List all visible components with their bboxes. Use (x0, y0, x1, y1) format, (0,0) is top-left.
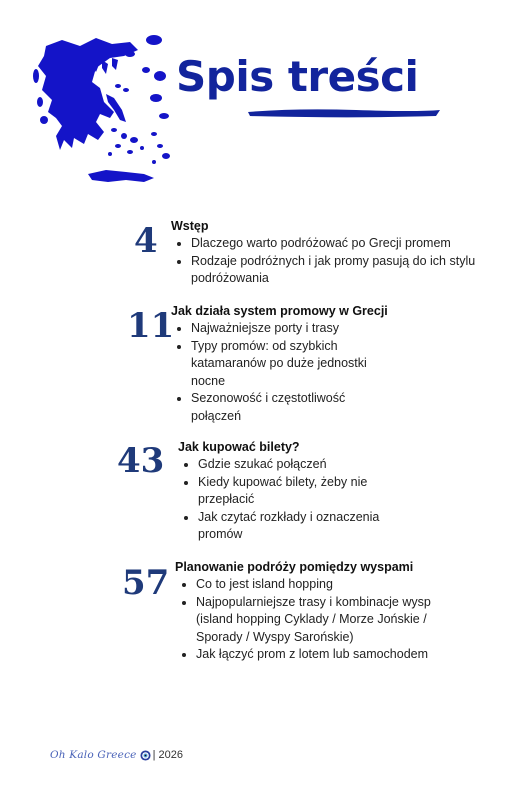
toc-section-title: Jak kupować bilety? (178, 440, 300, 454)
toc-item: Sezonowość i częstotliwość połączeń (175, 390, 380, 425)
page-title: Spis treści (176, 52, 419, 101)
greece-map-graphic (26, 28, 174, 188)
toc-item: Kiedy kupować bilety, żeby nie przepłacić (182, 474, 397, 509)
toc-item: Dlaczego warto podróżować po Grecji promem (175, 235, 495, 253)
footer-year: | 2026 (152, 749, 183, 761)
toc-page-number: 11 (127, 306, 175, 346)
toc-item: Co to jest island hopping (180, 576, 452, 594)
toc-item: Jak czytać rozkłady i oznaczenia promów (182, 509, 397, 544)
title-underline-brush (246, 106, 442, 120)
footer (50, 749, 183, 761)
toc-item: Najpopularniejsze trasy i kombinacje wysp (island hopping Cyklady / Morze Jońskie / Sporady / Wyspy Sarońskie) (180, 594, 452, 647)
toc-item-list (175, 320, 380, 425)
toc-section-title: Jak działa system promowy w Grecji (171, 304, 388, 318)
toc-item: Jak łączyć prom z lotem lub samochodem (180, 646, 452, 664)
toc-page-number: 4 (134, 221, 158, 261)
toc-item: Rodzaje podróżnych i jak promy pasują do ich stylu podróżowania (175, 253, 495, 288)
toc-item-list (175, 235, 495, 288)
toc-page-number: 57 (122, 563, 170, 603)
evil-eye-icon (140, 750, 151, 761)
toc-item: Typy promów: od szybkich katamaranów po duże jednostki nocne (175, 338, 380, 391)
toc-item-list (180, 576, 452, 664)
toc-page-number: 43 (117, 441, 165, 481)
brand-signature: Oh Kalo Greece (50, 749, 137, 761)
toc-section-title: Wstęp (171, 219, 209, 233)
toc-item: Najważniejsze porty i trasy (175, 320, 380, 338)
toc-item: Gdzie szukać połączeń (182, 456, 397, 474)
toc-section-title: Planowanie podróży pomiędzy wyspami (175, 560, 414, 574)
toc-item-list (182, 456, 397, 544)
